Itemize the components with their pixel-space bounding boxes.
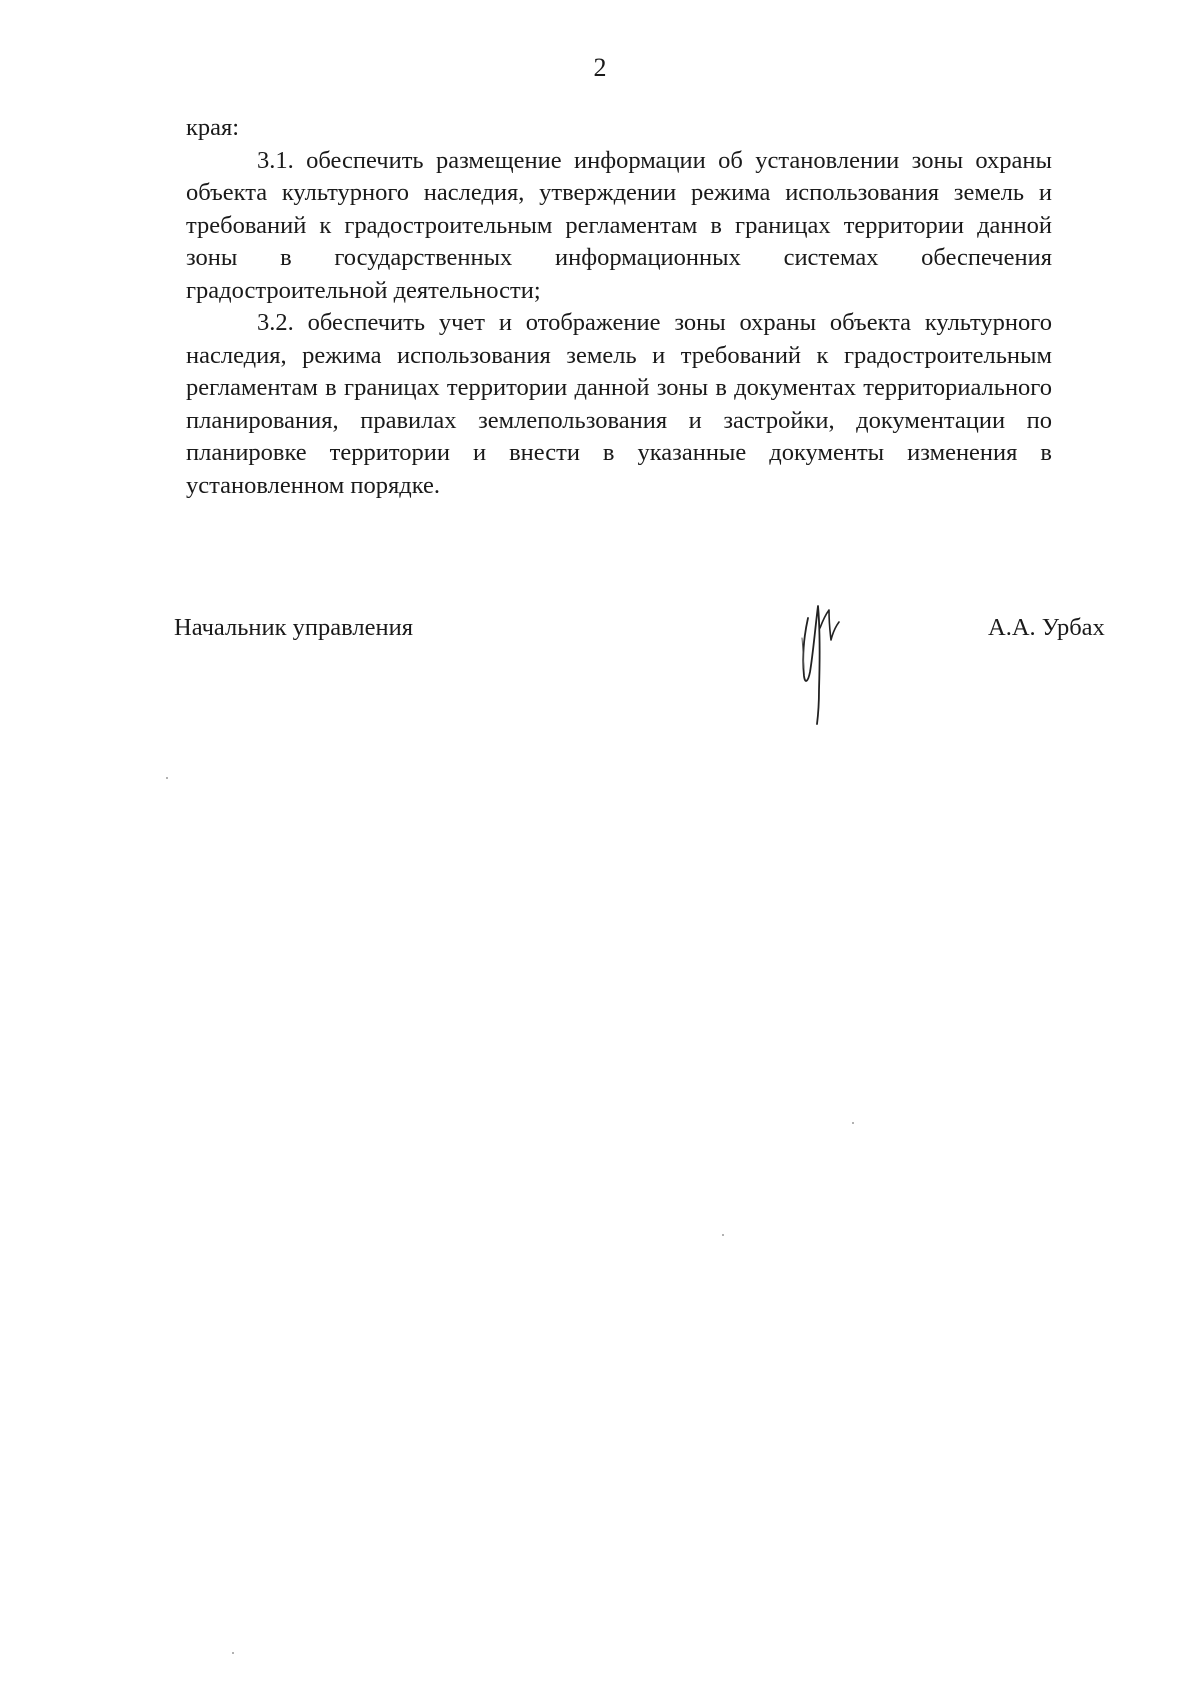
paragraph-3-2: 3.2. обеспечить учет и отображение зоны охраны объекта культурного наследия, режима использования земель и требований к градостроительным регламентам в границах территории данной зоны в документах территориального планирования, правилах землепользования и застройки, документации по планировке территории и внести в указанные документы изменения в установленном порядке. xyxy=(186,309,1052,499)
signature-block xyxy=(0,598,1200,738)
scan-speck xyxy=(852,1122,854,1124)
scan-speck xyxy=(166,777,168,779)
signer-title: Начальник управления xyxy=(174,614,413,641)
scan-speck xyxy=(232,1652,234,1654)
page-number: 2 xyxy=(593,53,607,82)
scan-speck xyxy=(722,1234,724,1236)
signer-name: А.А. Урбах xyxy=(988,614,1105,641)
lead-line: края: xyxy=(186,114,240,141)
document-body xyxy=(186,112,1052,502)
paragraph-3-1: 3.1. обеспечить размещение информации об установлении зоны охраны объекта культурного наследия, утверждении режима использования земель и требований к градостроительным регламентам в границах территории данной зоны в государственных информационных системах обеспечения градостроительной деятельности; xyxy=(186,146,1052,304)
handwritten-signature xyxy=(790,598,870,728)
